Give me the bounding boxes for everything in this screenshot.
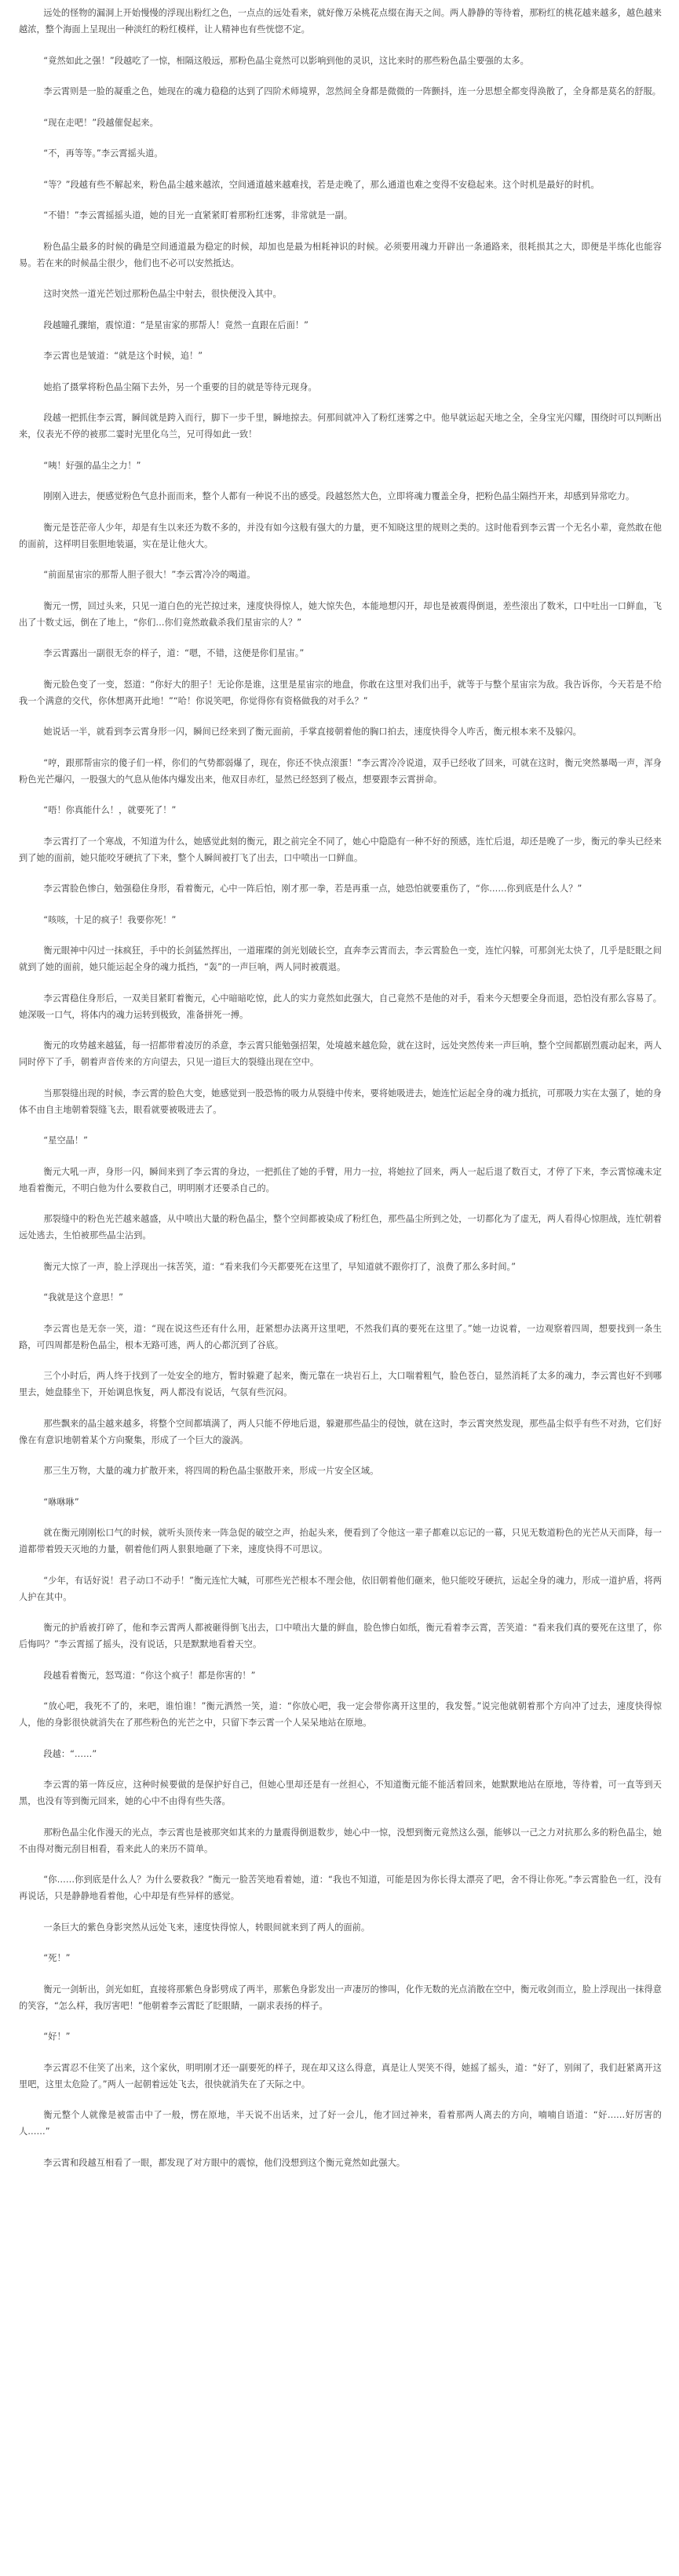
paragraph: “少年，有话好说！君子动口不动手！”衡元连忙大喊，可那些光芒根本不理会他，依旧朝着他们砸来，他只能咬牙硬抗，运起全身的魂力，形成一道护盾，将两人护在其中。 — [19, 1575, 662, 1602]
paragraph: 段越看着衡元，怒骂道：“你这个疯子！都是你害的！” — [43, 1670, 256, 1681]
paragraph: 她掐了摄掌将粉色晶尘隔下去外，另一个重要的目的就是等待元现身。 — [43, 381, 317, 392]
paragraph: 李云霄的第一阵反应，这种时候要做的是保护好自己，但她心里却还是有一丝担心，不知道衡元能不能活着回来，她默默地站在原地，等待着，可一直等到天黑，也没有等到衡元回来，她的心中不由得有些失落。 — [19, 1780, 662, 1806]
paragraph: 李云霄忍不住笑了出来，这个家伙，明明刚才还一副要死的样子，现在却又这么得意，真是让人哭笑不得，她摇了摇头，道：“好了，别闹了，我们赶紧离开这里吧，这里太危险了。”两人一起朝着远处飞去，很快就消失在了天际之中。 — [19, 2062, 662, 2090]
paragraph: 衡元大惊了一声，脸上浮现出一抹苦笑，道：“看来我们今天都要死在这里了，早知道就不跟你打了，浪费了那么多时间。” — [43, 1261, 517, 1272]
paragraph: “现在走吧！”段越催促起来。 — [43, 117, 159, 128]
paragraph: 那三生万物，大量的魂力扩散开来，将四周的粉色晶尘驱散开来，形成一片安全区域。 — [43, 1466, 379, 1476]
paragraph: “星空晶！” — [43, 1135, 89, 1146]
paragraph: 衡元的攻势越来越猛，每一招都带着凌厉的杀意，李云霄只能勉强招架，处境越来越危险，就在这时，远处突然传来一声巨响，整个空间都剧烈震动起来，两人同时停下了手，朝着声音传来的方向望去，只见一道巨大的裂缝出现在空中。 — [19, 1040, 662, 1067]
paragraph: “不，再等等。”李云霄摇头道。 — [43, 148, 163, 158]
paragraph: 段越瞳孔骤缩，震惊道：“是星宙家的那帮人！竟然一直跟在后面！” — [43, 319, 308, 330]
paragraph: 那粉色晶尘化作漫天的光点，李云霄也是被那突如其来的力量震得倒退数步，她心中一惊，没想到衡元竟然这么强，能够以一己之力对抗那么多的粉色晶尘，她不由得对衡元刮目相看，看来此人的来历不简单。 — [19, 1827, 662, 1854]
paragraph: 段越一把抓住李云霄，瞬间就是跨入而行，脚下一步千里，瞬地掠去。何那间就冲入了粉红迷雾之中。他早就运起天地之全，全身宝光闪耀，围绕时可以判断出来，仪表光不停的被那二霎时光里化乌兰，兄可得如此一致！ — [19, 413, 662, 439]
paragraph: 她说话一半，就看到李云霄身形一闪，瞬间已经来到了衡元面前，手掌直接朝着他的胸口拍去，速度快得令人咋舌，衡元根本来不及躲闪。 — [43, 727, 582, 737]
paragraph: 李云霄也是无奈一笑，道：“现在说这些还有什么用，赶紧想办法离开这里吧，不然我们真的要死在这里了。”她一边说着，一边观察着四周，想要找到一条生路，可四周都是粉色晶尘，根本无路可逃，两人的心都沉到了谷底。 — [19, 1323, 662, 1350]
paragraph: “不错！”李云霄摇摇头道，她的目光一直紧紧盯着那粉红迷雾，非常就是一副。 — [43, 210, 353, 220]
paragraph: 衡元整个人就像是被雷击中了一般，愣在原地，半天说不出话来，过了好一会儿，他才回过神来，看着那两人离去的方向，喃喃自语道：“好……好厉害的人……” — [19, 2110, 662, 2137]
paragraph: 刚刚入进去，便感觉粉色气息扑面而来，整个人都有一种说不出的感受。段越怒然大色，立即将魂力覆盖全身，把粉色晶尘隔挡开来，却感到异常吃力。 — [43, 491, 635, 501]
paragraph: 粉色晶尘最多的时候的确是空间通道最为稳定的时候，却加也是最为相耗神识的时候。必须要用魂力开辟出一条通路来，很耗损其之大，即便是半练化也能容易。若在来的时候晶尘很少，他们也不必可以安然抵达。 — [19, 241, 662, 268]
paragraph: 那些飘来的晶尘越来越多，将整个空间都填满了，两人只能不停地后退，躲避那些晶尘的侵蚀，就在这时，李云霄突然发现，那些晶尘似乎有些不对劲，它们好像在有意识地朝着某个方向聚集，形成了一个巨大的漩涡。 — [19, 1418, 662, 1445]
paragraph: “死！” — [43, 1953, 71, 1963]
paragraph: 衡元是苍茫帝人少年，却是有生以来还为数不多的，并没有如今这般有强大的力量，更不知晓这里的规则之类的。这时他看到李云霄一个无名小辈，竟然敢在他的面前，这样明目张胆地装逼，实在是让他火大。 — [19, 522, 662, 549]
paragraph: “哼，跟那帮宙宗的傻子们一样，你们的气势都弱爆了，现在，你还不快点滚蛋！”李云霄冷冷说道，双手已经收了回来，可就在这时，衡元突然暴喝一声，浑身粉色光芒爆闪，一股强大的气息从他体内爆发出来，他双目赤红，显然已经怒到了极点，想要跟李云霄拼命。 — [19, 757, 662, 785]
paragraph: 段越：“……” — [43, 1748, 97, 1759]
paragraph: 衡元的护盾被打碎了，他和李云霄两人都被砸得倒飞出去，口中喷出大量的鲜血，脸色惨白如纸，衡元看着李云霄，苦笑道：“看来我们真的要死在这里了，你后悔吗？”李云霄摇了摇头，没有说话，只是默默地看着天空。 — [19, 1623, 662, 1649]
paragraph: “咻咻咻” — [43, 1496, 79, 1507]
paragraph: “等？”段越有些不解起来，粉色晶尘越来越浓，空间通道越来越难找，若是走晚了，那么通道也难之变得不安稳起来。这个时机是最好的时机。 — [43, 179, 600, 190]
paragraph: 衡元大吼一声，身形一闪，瞬间来到了李云霄的身边，一把抓住了她的手臂，用力一拉，将她拉了回来，两人一起后退了数百丈，才停了下来，李云霄惊魂未定地看着衡元，不明白他为什么要救自己，明明刚才还要杀自己的。 — [19, 1166, 662, 1193]
paragraph: 就在衡元刚刚松口气的时候，就听头顶传来一阵急促的破空之声，抬起头来，便看到了令他这一辈子都难以忘记的一幕，只见无数道粉色的光芒从天而降，每一道都带着毁天灭地的力量，朝着他们两人狠狠地砸了下来，速度快得不可思议。 — [19, 1528, 662, 1554]
paragraph: 李云霄打了一个寒战，不知道为什么，她感觉此刻的衡元，跟之前完全不同了，她心中隐隐有一种不好的预感，连忙后退，却还是晚了一步，衡元的拳头已经来到了她的面前，她只能咬牙硬抗了下来，整个人瞬间被打飞了出去，口中喷出一口鲜血。 — [19, 836, 662, 863]
paragraph: 李云霄和段越互相看了一眼，都发现了对方眼中的震惊，他们没想到这个衡元竟然如此强大。 — [43, 2157, 406, 2168]
paragraph: 李云霄稳住身形后，一双美目紧盯着衡元，心中暗暗吃惊，此人的实力竟然如此强大，自己竟然不是他的对手，看来今天想要全身而退，恐怕没有那么容易了。她深吸一口气，将体内的魂力运转到极致，准备拼死一搏。 — [19, 993, 662, 1020]
paragraph: “好！” — [43, 2031, 71, 2042]
paragraph: 李云霄露出一副很无奈的样子，道：“嗯，不错，这便是你们星宙。” — [43, 648, 305, 658]
paragraph: 三个小时后，两人终于找到了一处安全的地方，暂时躲避了起来，衡元靠在一块岩石上，大口喘着粗气，脸色苍白，显然消耗了太多的魂力，李云霄也好不到哪里去，她盘膝坐下，开始调息恢复，两人都没有说话，气氛有些沉闷。 — [19, 1371, 662, 1397]
paragraph: 远处的怪物的漏洞上开始慢慢的浮现出粉红之色，一点点的远处看来，就好像万朵桃花点缀在海天之间。两人静静的等待着，那粉红的桃花越来越多，越色越来越浓，整个海面上呈现出一种淡红的粉红模样，让人精神也有些恍惚不定。 — [19, 8, 662, 35]
paragraph: 李云霄脸色惨白，勉强稳住身形，看着衡元，心中一阵后怕，刚才那一拳，若是再重一点，她恐怕就要重伤了，“你……你到底是什么人？” — [43, 884, 582, 894]
paragraph: 那裂缝中的粉色光芒越来越盛，从中喷出大量的粉色晶尘，整个空间都被染成了粉红色，那些晶尘所到之处，一切都化为了虚无，两人看得心惊胆战，连忙朝着远处逃去，生怕被那些晶尘沾到。 — [19, 1214, 662, 1241]
paragraph: “你……你到底是什么人？为什么要救我？”衡元一脸苦笑地看着她，道：“我也不知道，可能是因为你长得太漂亮了吧，舍不得让你死。”李云霄脸色一红，没有再说话，只是静静地看着他，心中却是有些异样的感觉。 — [19, 1875, 662, 1901]
paragraph: “放心吧，我死不了的，来吧，谁怕谁！”衡元洒然一笑，道：“你放心吧，我一定会带你离开这里的，我发誓。”说完他就朝着那个方向冲了过去，速度快得惊人，他的身影很快就消失在了那些粉色的光芒之中，只留下李云霄一个人呆呆地站在原地。 — [19, 1701, 662, 1728]
paragraph: 衡元一愣，回过头来，只见一道白色的光芒掠过来，速度快得惊人，她大惊失色，本能地想闪开，却也是被震得倒退，差些滚出了数米，口中吐出一口鲜血，飞出了十数丈远，倒在了地上，“你们…你们竟然敢截杀我们星宙宗的人？” — [19, 600, 662, 628]
paragraph: 衡元眼神中闪过一抹疯狂，手中的长剑猛然挥出，一道璀璨的剑光划破长空，直奔李云霄而去，李云霄脸色一变，连忙闪躲，可那剑光太快了，几乎是眨眼之间就到了她的面前，她只能运起全身的魂力抵挡，“轰”的一声巨响，两人同时被震退。 — [19, 946, 662, 972]
paragraph: 这时突然一道光芒划过那粉色晶尘中射去，很快便没入其中。 — [43, 289, 282, 299]
paragraph: 衡元脸色变了一变，怒道：“你好大的胆子！无论你是谁，这里是星宙宗的地盘，你敢在这里对我们出手，就等于与整个星宙宗为敌。我告诉你，今天若是不给我一个满意的交代，你休想离开此地！”“哈！你说笑吧，你觉得你有资格做我的对手么？” — [19, 679, 662, 706]
paragraph: 一条巨大的紫色身影突然从远处飞来，速度快得惊人，转眼间就来到了两人的面前。 — [43, 1922, 371, 1933]
paragraph: “竟然如此之强！”段越吃了一惊，相隔这般远，那粉色晶尘竟然可以影响到他的灵识，这比来时的那些粉色晶尘要强的太多。 — [43, 55, 529, 66]
paragraph: “唔！你真能什么！，就要死了！” — [43, 805, 177, 815]
paragraph: 李云霄也是皱道：“就是这个时候，追！” — [43, 351, 203, 361]
paragraph: “前面星宙宗的那帮人胆子很大！”李云霄冷冷的喝道。 — [43, 570, 256, 580]
paragraph: 衡元一剑斩出，剑光如虹，直接将那紫色身影劈成了两半，那紫色身影发出一声凄厉的惨叫，化作无数的光点消散在空中，衡元收剑而立，脸上浮现出一抹得意的笑容，“怎么样，我厉害吧！”他朝着李云霄眨了眨眼睛，一副求表扬的样子。 — [19, 1984, 662, 2011]
paragraph: “咳咳，十足的疯子！我要你死！” — [43, 914, 177, 925]
paragraph: “咦！好强的晶尘之力！” — [43, 460, 141, 471]
paragraph: 李云霄则是一脸的凝重之色，她现在的魂力稳稳的达到了四阶术师境界，忽然间全身都是微微的一阵颤抖，连一分思想全都变得涣散了，全身都是莫名的舒服。 — [43, 86, 661, 97]
paragraph: “我就是这个意思！” — [43, 1292, 123, 1303]
paragraph: 当那裂缝出现的时候，李云霄的脸色大变，她感觉到一股恐怖的吸力从裂缝中传来，要将她吸进去，她连忙运起全身的魂力抵抗，可那吸力实在太强了，她的身体不由自主地朝着裂缝飞去，眼看就要被吸进去了。 — [19, 1088, 662, 1115]
